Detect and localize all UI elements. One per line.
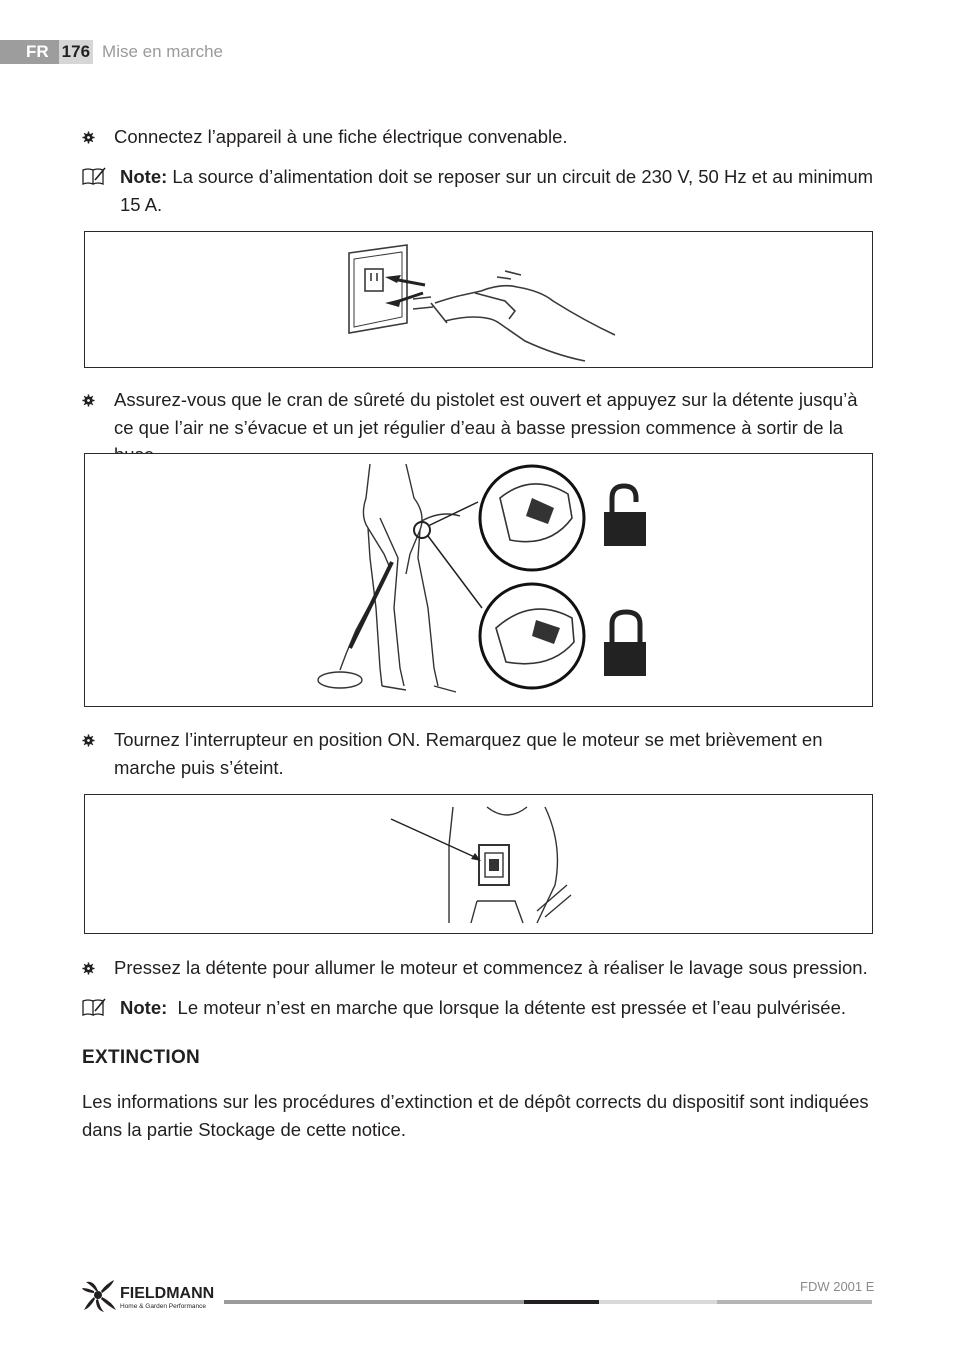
note-label: Note: (120, 997, 168, 1018)
switch-illustration (387, 805, 573, 925)
figure-power-switch (84, 794, 873, 934)
model-number: FDW 2001 E (800, 1279, 875, 1294)
locked-padlock-icon (604, 612, 646, 676)
note-text: La source d’alimentation doit se reposer sur un circuit de 230 V, 50 Hz et au minimum 15 A. (120, 166, 874, 215)
figure-safety-lock (84, 453, 873, 707)
footer-rule (524, 1300, 599, 1304)
brand-logo (82, 1278, 232, 1314)
plug-illustration (285, 237, 625, 365)
section-heading: EXTINCTION (82, 1047, 201, 1068)
unlocked-padlock-icon (604, 486, 646, 546)
step-text: Assurez-vous que le cran de sûreté du pistolet est ouvert et appuyez sur la détente jusqu’à ce que l’air ne s’évacue et un jet régulier d’eau à basse pression commence à sortir de la (114, 389, 858, 438)
gear-bullet-icon (82, 123, 114, 151)
note-icon (82, 994, 120, 1025)
footer-rule (599, 1300, 717, 1304)
step-press-trigger (82, 954, 882, 982)
note-text: Le moteur n’est en marche que lorsque la détente est pressée et l’eau pulvérisée. (167, 997, 847, 1018)
step-switch-on (82, 726, 882, 781)
step-text: Tournez l’interrupteur en position ON. Remarquez que le moteur se met brièvement en marche puis s’éteint. (114, 729, 823, 778)
brand-name: FIELDMANN (120, 1285, 215, 1302)
page-number: 176 (59, 40, 93, 64)
unlocked-detail (480, 466, 584, 570)
note-motor (82, 994, 882, 1025)
language-tag: FR (0, 40, 59, 64)
spray-gun-lock-illustration (310, 458, 650, 702)
footer-rule (717, 1300, 872, 1304)
gear-bullet-icon (82, 954, 114, 982)
brand-tagline: Home & Garden Performance (120, 1303, 206, 1310)
footer-rule (224, 1300, 524, 1304)
step-text: Pressez la détente pour allumer le moteur et commencez à réaliser le lavage sous pression. (114, 957, 868, 978)
gear-bullet-icon (82, 726, 114, 781)
section-title: Mise en marche (102, 42, 223, 61)
locked-detail (480, 584, 584, 688)
figure-plug-into-socket (84, 231, 873, 368)
extinction-text: Les informations sur les procédures d’extinction et de dépôt corrects du dispositif sont indiquées dans la partie Stockage de cette notice. (82, 1091, 869, 1140)
note-icon (82, 163, 120, 218)
page-header (0, 40, 223, 64)
note-label: Note: (120, 166, 168, 187)
note-power-supply (82, 163, 882, 218)
step-connect-plug (82, 123, 882, 151)
step-text: Connectez l’appareil à une fiche électrique convenable. (114, 126, 568, 147)
